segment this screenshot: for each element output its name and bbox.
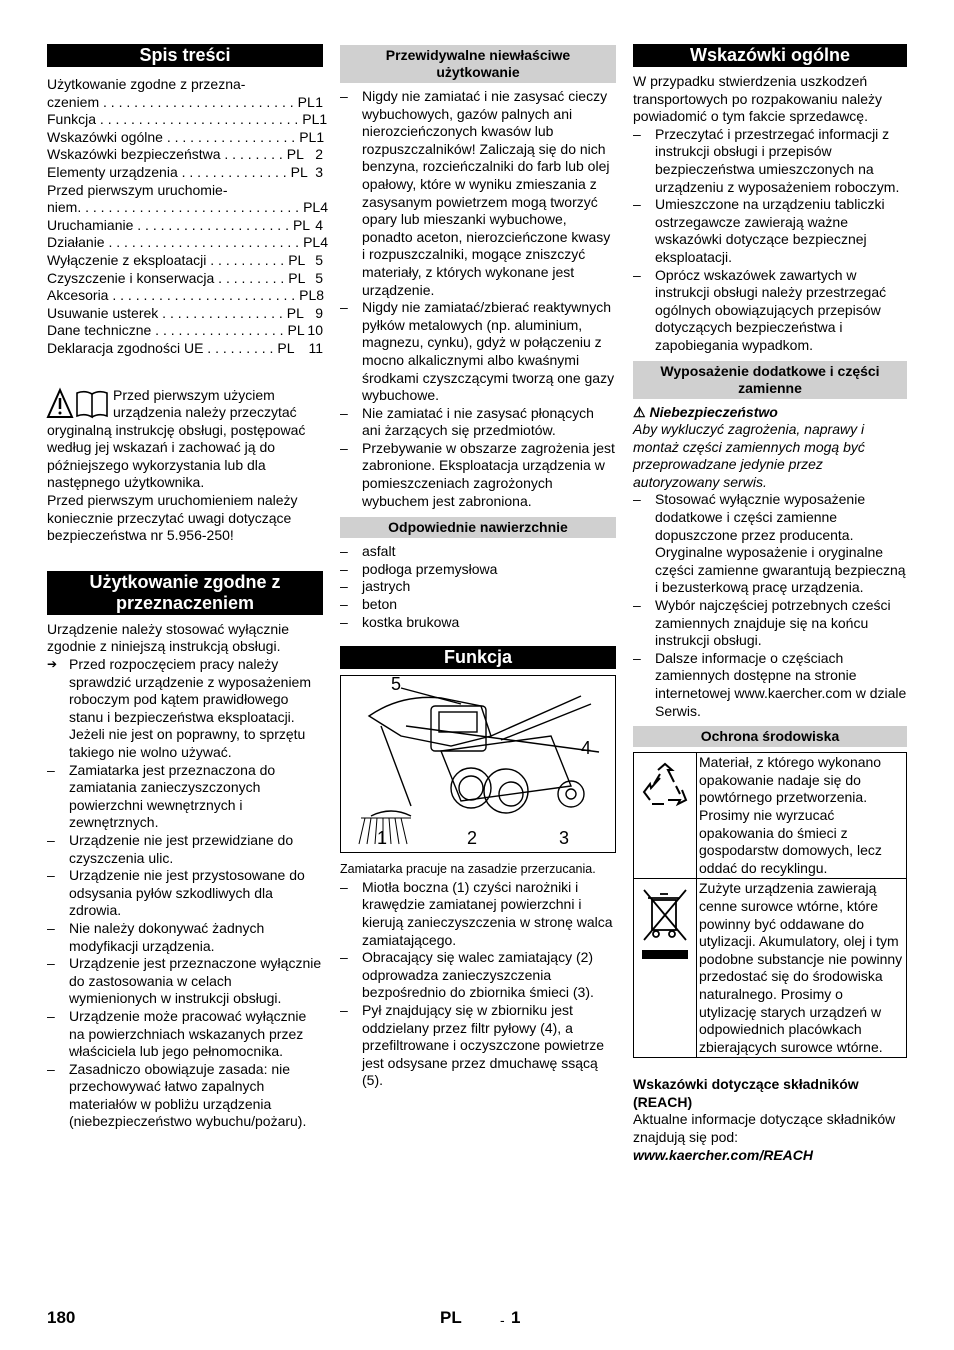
function-list [340,879,616,1090]
toc-entry-lang: PL [290,163,308,180]
toc-entry-name: Czyszczenie i konserwacja . . . . . . . . . [47,269,285,286]
toc-entry-lang: PL [286,304,304,321]
sweeper-figure [340,675,616,853]
warning-intro-p1: Przed pierwszym użyciem urządzenia należy przeczytać oryginalną instrukcję obsługi, postępować według jej wskazań i zachować ją do późniejszego wykorzystania lub dla następnego użytkownika. [47,386,306,491]
toc-entry-lang: PL [302,111,320,128]
footer-separator: - [500,1312,505,1328]
function-item: – Obracający się walec zamiatający (2) odprowadza zanieczyszczenia bezpośrednio do zbiornika śmieci (3). [340,949,616,1002]
environment-row-packaging [634,753,907,879]
misuse-title: Przewidywalne niewłaściwe użytkowanie [340,45,616,83]
surface-item: – asfalt [340,543,616,561]
toc-row[interactable] [47,217,323,235]
function-item: – Miotła boczna (1) czyści narożniki i krawędzie zamiatanej powierzchni i kierują zanieczyszczenia w stronę walca zamiatającego. [340,879,616,949]
toc-entry-page: 4 [315,216,323,233]
misuse-item: – Przebywanie w obszarze zagrożenia jest zabronione. Eksploatacja urządzenia w pomieszczeniach zagrożonych wybuchem jest zabroniona. [340,440,616,510]
misuse-item: – Nigdy nie zamiatać/zbierać reaktywnych pyłków metalowych (np. aluminium, magnezu, cynku), gdyż w połączeniu z mocno alkalicznymi albo kwaśnymi środkami czyszczącymi tworzą one gazy wybuchowe. [340,299,616,405]
misuse-list [340,88,616,510]
toc-entry-lang: PL [288,269,306,286]
general-item: – Przeczytać i przestrzegać informacji z instrukcji obsługi i przepisów bezpieczeństwa umieszczonych na urządzeniu z wyposażeniem roboczym. [633,126,907,196]
toc-entry-lang: PL [299,128,317,145]
toc-entry-lang: PL [299,287,317,304]
toc-entry-name: Użytkowanie zgodne z przezna- [47,76,246,92]
toc-row[interactable] [47,164,323,182]
danger-label: Niebezpieczeństwo [649,403,778,420]
accessories-list [633,491,907,720]
intended-use-intro: Urządzenie należy stosować wyłącznie zgodnie z niniejszą instrukcją obsługi. [47,620,289,655]
toc-entry-name: Usuwanie usterek . . . . . . . . . . . . . . . . [47,304,283,321]
danger-heading [633,404,907,422]
accessories-item: – Stosować wyłącznie wyposażenie dodatkowe i części zamienne dopuszczone przez producenta. Oryginalne wyposażenie i oryginalne części zamienne gwarantują bezpieczną i bezusterkową pracę urządzenia. [633,491,907,597]
surface-item: – kostka brukowa [340,614,616,632]
warning-intro-p2: Przed pierwszym uruchomieniem należy koniecznie przeczytać uwagi dotyczące bezpieczeństwa nr 5.956-250! [47,492,298,544]
function-title: Funkcja [340,646,616,669]
crossed-bin-icon [638,886,692,966]
toc-row[interactable] [47,270,323,288]
toc-row[interactable] [47,182,323,200]
environment-packaging-text: Materiał, z którego wykonano opakowanie nadaje się do powtórnego przetworzenia. Prosimy nie wyrzucać opakowania do śmieci z gospodarstw domowych, lecz oddać do recyklingu. [697,753,907,879]
toc-entry-page: 4 [320,234,328,251]
toc-entry-name: Uruchamianie . . . . . . . . . . . . . . . . . . . . [47,216,289,233]
footer-language: PL [440,1308,462,1327]
toc-entry-lang: PL [303,199,321,216]
reach-title: Wskazówki dotyczące składników (REACH) [633,1076,859,1110]
general-intro: W przypadku stwierdzenia uszkodzeń transportowych po rozpakowaniu należy powiadomić o tym fakcie sprzedawcę. [633,73,883,125]
figure-label-2: 2 [467,828,478,849]
accessories-item: – Wybór najczęściej potrzebnych cześci zamiennych znajduje się na końcu instrukcji obsługi. [633,597,907,650]
intended-use-item: – Nie należy dokonywać żadnych modyfikacji urządzenia. [47,920,323,955]
toc-entry-page: 1 [319,111,328,128]
toc-entry-lang: PL [297,93,315,110]
toc-entry-lang: PL [287,322,305,339]
toc-row[interactable] [47,252,323,270]
toc-row[interactable] [47,146,323,164]
toc-entry-name: Działanie . . . . . . . . . . . . . . . . . . . . . . . . . [47,234,300,251]
toc-row[interactable] [47,199,328,217]
figure-caption: Zamiatarka pracuje na zasadzie przerzucania. [340,862,596,877]
toc-row[interactable] [47,287,323,305]
intended-use-title: Użytkowanie zgodne z przeznaczeniem [47,571,323,615]
toc-entry-page: 5 [315,251,323,268]
toc-title: Spis treści [47,44,323,67]
reach-link[interactable]: www.kaercher.com/REACH [633,1146,813,1163]
environment-disposal-text: Zużyte urządzenia zawierają cenne surowce wtórne, które powinny być oddawane do utylizacji. Akumulatory, olej i tym podobne substancje nie powinny przedostać się do środowiska naturalnego. Prosimy o utylizację starych urządzeń w odpowiednich placówkach zbierających surowce wtórne. [697,879,907,1058]
footer-section-number: 1 [511,1308,521,1327]
toc-row[interactable] [47,129,323,147]
column-left [47,44,328,1131]
toc-entry-name: czeniem . . . . . . . . . . . . . . . . . . . . . . . . . [47,93,294,110]
surface-item: – beton [340,596,616,614]
surfaces-list [340,543,616,631]
function-item: – Pył znajdujący się w zbiorniku jest oddzielany przez filtr pyłowy (4), a przefiltrowane i oczyszczone powietrze jest odsysane przez dmuchawę ssącą (5). [340,1002,616,1090]
toc-entry-lang: PL [303,234,321,251]
environment-title: Ochrona środowiska [633,726,907,747]
column-right [633,44,907,1164]
toc-row[interactable] [47,111,328,129]
intended-use-item: – Urządzenie nie jest przystosowane do odsysania pyłów szkodliwych dla zdrowia. [47,867,323,920]
toc-entry-page: 11 [308,339,323,356]
footer-page-number: 180 [47,1308,76,1327]
sweeper-illustration [341,676,615,852]
toc-entry-page: 4 [320,199,328,216]
toc-row[interactable] [47,76,323,94]
general-item: – Umieszczone na urządzeniu tabliczki ostrzegawcze zawierają ważne wskazówki dotyczące bezpiecznej eksploatacji. [633,196,907,266]
toc-entry-page: 2 [315,146,323,163]
figure-label-4: 4 [581,738,592,759]
figure-label-1: 1 [377,828,388,849]
toc-entry-name: Dane techniczne . . . . . . . . . . . . . . . . . [47,322,284,339]
misuse-item: – Nie zamiatać i nie zasysać płonących ani żarzących się przedmiotów. [340,405,616,440]
toc-entry-lang: PL [288,251,306,268]
figure-label-3: 3 [559,828,570,849]
column-middle [340,44,616,1090]
intended-use-item: – Zasadniczo obowiązuje zasada: nie przechowywać łatwo zapalnych materiałów w pobliżu urządzenia (niebezpieczeństwo wybuchu/pożaru). [47,1061,323,1131]
toc-entry-name: Wskazówki ogólne . . . . . . . . . . . . . . . . . [47,128,296,145]
surfaces-title: Odpowiednie nawierzchnie [340,517,616,538]
environment-row-disposal [634,879,907,1058]
danger-icon: ⚠ [633,403,646,420]
figure-label-5: 5 [391,674,402,695]
toc-entry-lang: PL [286,146,304,163]
accessories-item: – Dalsze informacje o częściach zamiennych dostępne na stronie internetowej www.kaercher.com w dziale Serwis. [633,650,907,720]
intended-use-arrow-item: ➔ Przed rozpoczęciem pracy należy sprawdzić urządzenie z wyposażeniem roboczym pod kątem prawidłowego stanu i bezpieczeństwa eksploatacji. Jeżeli nie jest on poprawny, to sprzętu takiego nie wolno używać. [47,656,323,762]
toc-entry-page: 1 [316,128,325,145]
general-title: Wskazówki ogólne [633,44,907,67]
general-item: – Oprócz wskazówek zawartych w instrukcji obsługi należy przestrzegać ogólnych obowiązujących przepisów dotyczących bezpieczeństwa i zapobiegania wypadkom. [633,267,907,355]
toc-entry-page: 5 [315,269,323,286]
toc-entry-name: Wskazówki bezpieczeństwa . . . . . . . . [47,146,283,163]
toc-entry-name: niem. . . . . . . . . . . . . . . . . . . . . . . . . . . . . [47,199,300,216]
toc-entry-name: Elementy urządzenia . . . . . . . . . . . . . . [47,163,287,180]
toc-row[interactable] [47,305,323,323]
toc-entry-page: 10 [307,322,323,339]
intended-use-item: – Urządzenie nie jest przewidziane do czyszczenia ulic. [47,832,323,867]
accessories-title: Wyposażenie dodatkowe i części zamienne [633,361,907,399]
toc-entry-page: 3 [315,163,323,180]
surface-item: – podłoga przemysłowa [340,561,616,579]
toc-entry-lang: PL [292,216,311,233]
toc-entry-name: Deklaracja zgodności UE . . . . . . . . . [47,339,274,356]
toc-entry-lang: PL [277,339,295,356]
toc-row[interactable] [47,322,323,340]
toc-entry-name: Wyłączenie z eksploatacji . . . . . . . . . . [47,251,285,268]
toc-row[interactable] [47,94,323,112]
danger-text: Aby wykluczyć zagrożenia, naprawy i montaż części zamiennych mogą być przeprowadzane jedynie przez autoryzowany serwis. [633,421,865,490]
toc-entry-page: 8 [316,287,325,304]
toc-entry-name: Przed pierwszym uruchomie- [47,181,228,198]
environment-table [633,752,907,1058]
general-list [633,126,907,355]
intended-use-item: – Zamiatarka jest przeznaczona do zamiatania zanieczyszczonych powierzchni wewnętrznych i zewnętrznych. [47,762,323,832]
toc-row[interactable] [47,340,323,358]
intended-use-list [47,762,323,1131]
toc-entry-page: 9 [315,304,323,321]
toc-entry-name: Akcesoria . . . . . . . . . . . . . . . . . . . . . . . . [47,287,296,304]
intended-use-item: – Urządzenie jest przeznaczone wyłącznie do zastosowania w celach wymienionych w instrukcji obsługi. [47,955,323,1008]
reach-text: Aktualne informacje dotyczące składników znajdują się pod: [633,1111,896,1146]
toc-list [47,76,328,358]
intended-use-item: – Urządzenie może pracować wyłącznie na powierzchniach wskazanych przez właściciela lub jego pełnomocnika. [47,1008,323,1061]
warning-intro [47,387,323,545]
warning-manual-icon [47,389,109,419]
toc-row[interactable] [47,234,328,252]
surface-item: – jastrych [340,578,616,596]
toc-entry-name: Funkcja . . . . . . . . . . . . . . . . . . . . . . . . . . [47,111,299,128]
recycling-icon [638,760,692,814]
toc-entry-page: 1 [315,93,323,110]
misuse-item: – Nigdy nie zamiatać i nie zasysać cieczy wybuchowych, gazów palnych ani nierozcieńczonych kwasów lub rozpuszczalników! Zaliczają się do nich benzyna, rozcieńczalniki do farb lub olej opałowy, które w wyniku zmieszania z zasysanym powietrzem mogą tworzyć opary lub mieszanki wybuchowe, ponadto aceton, nierozcieńczone kwasy i rozpuszczalniki, mogące zniszczyć materiały, z których wykonane jest urządzenie. [340,88,616,299]
